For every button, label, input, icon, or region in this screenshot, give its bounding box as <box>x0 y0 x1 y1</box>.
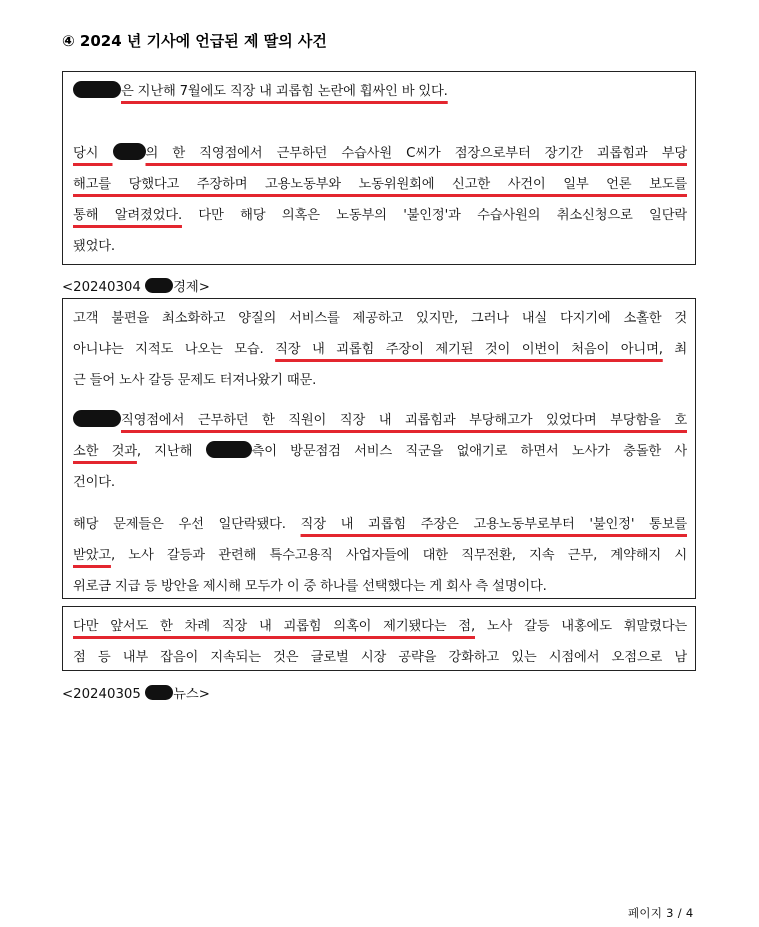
redaction-mark <box>113 143 146 160</box>
redaction-mark <box>206 441 252 458</box>
body-text: 노사 갈등 내홍에도 휘말렸다는 <box>474 619 687 634</box>
highlighted-text: 의 한 직영점에서 근무하던 수습사원 C씨가 점장으로부터 장기간 괴롭힘과 부당 <box>145 146 687 161</box>
paragraph <box>73 76 687 107</box>
page-number: 페이지 3 / 4 <box>628 906 694 920</box>
body-text: 해당 문제들은 우선 일단락됐다. <box>73 517 301 532</box>
text-line <box>73 138 687 169</box>
paragraph <box>73 303 687 396</box>
redaction-mark <box>73 410 121 427</box>
body-text: 측이 방문점검 서비스 직군을 없애기로 하면서 노사가 충돌한 사 <box>251 444 687 459</box>
highlighted-text: 은 지난해 7월에도 직장 내 괴롭힘 논란에 휩싸인 바 있다. <box>121 84 448 99</box>
text-line: 건이다. <box>73 475 115 490</box>
redaction-mark <box>145 685 173 700</box>
text-line: 점 등 내부 잡음이 지속되는 것은 글로벌 시장 공략을 강화하고 있는 시점에서 오점으로 남 <box>73 650 687 665</box>
highlighted-text: 통해 알려졌었다. <box>73 208 182 223</box>
body-text: 아니냐는 지적도 나오는 모습. <box>73 342 276 357</box>
redaction-mark <box>145 278 173 293</box>
body-text: 다만 해당 의혹은 노동부의 '불인정'과 수습사원의 취소신청으로 일단락 <box>181 208 687 223</box>
source-outlet: 경제> <box>173 280 210 295</box>
text-line: 위로금 지급 등 방안을 제시해 모두가 이 중 하나를 선택했다는 게 회사 측 설명이다. <box>73 579 547 594</box>
highlighted-text: 직장 내 괴롭힘 주장이 제기된 것이 이번이 처음이 아니며, <box>275 342 663 357</box>
text-line: 근 들어 노사 갈등 문제도 터져나왔기 때문. <box>73 373 317 388</box>
body-text: , 지난해 <box>136 444 206 459</box>
highlighted-text: 받았고 <box>73 548 111 563</box>
redaction-mark <box>73 81 121 98</box>
article-excerpt-3 <box>62 606 696 671</box>
source-date: <20240305 <box>62 687 146 702</box>
text-line <box>73 436 687 467</box>
section-heading: ④ 2024 년 기사에 언급된 제 딸의 사건 <box>62 32 327 50</box>
paragraph <box>73 405 687 498</box>
article-excerpt-1 <box>62 71 696 265</box>
text-line <box>73 169 687 200</box>
paragraph <box>73 509 687 602</box>
text-line <box>73 200 687 231</box>
source-citation <box>62 683 210 702</box>
highlighted-text: 소한 것과 <box>73 444 137 459</box>
text-line <box>73 76 687 107</box>
source-date: <20240304 <box>62 280 146 295</box>
text-line: 고객 불편을 최소화하고 양질의 서비스를 제공하고 있지만, 그러나 내실 다지기에 소홀한 것 <box>73 311 687 326</box>
highlighted-text: 해고를 당했다고 주장하며 고용노동부와 노동위원회에 신고한 사건이 일부 언론 보도를 <box>73 177 687 192</box>
paragraph <box>73 611 687 673</box>
highlighted-text: 당시 <box>73 146 113 161</box>
paragraph <box>73 138 687 262</box>
highlighted-text: 직장 내 괴롭힘 주장은 고용노동부로부터 '불인정' 통보를 <box>300 517 687 532</box>
source-outlet: 뉴스> <box>173 687 210 702</box>
text-line <box>73 509 687 540</box>
text-line <box>73 611 687 642</box>
source-citation <box>62 276 210 295</box>
article-excerpt-2 <box>62 298 696 599</box>
text-line: 됐었다. <box>73 239 115 254</box>
text-line <box>73 334 687 365</box>
highlighted-text: 직영점에서 근무하던 한 직원이 직장 내 괴롭힘과 부당해고가 있었다며 부당함을 호 <box>121 413 687 428</box>
text-line <box>73 405 687 436</box>
highlighted-text: 다만 앞서도 한 차례 직장 내 괴롭힘 의혹이 제기됐다는 점, <box>73 619 475 634</box>
text-line <box>73 540 687 571</box>
body-text: 최 <box>662 342 687 357</box>
body-text: , 노사 갈등과 관련해 특수고용직 사업자들에 대한 직무전환, 지속 근무, 계약해지 시 <box>110 548 687 563</box>
